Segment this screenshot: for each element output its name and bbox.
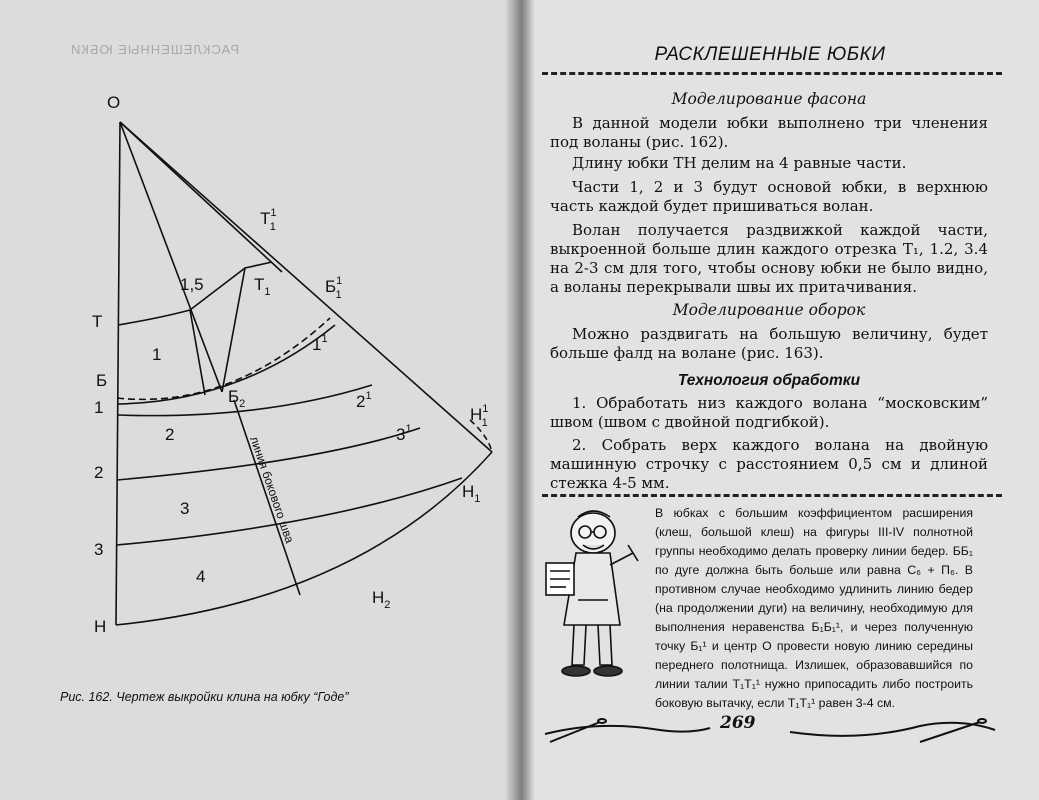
note-rule <box>542 494 1002 497</box>
point-h: Н <box>94 617 107 636</box>
point-2-prime: $2^1$ <box>356 390 372 411</box>
point-t1: $Т_1$ <box>254 275 271 298</box>
paragraph-2: Длину юбки ТН делим на 4 равные части. <box>572 154 907 172</box>
footer-ornament <box>540 712 1000 752</box>
page-number: 269 <box>720 713 756 733</box>
region-2: 2 <box>165 425 175 444</box>
point-1-5: 1,5 <box>180 275 204 294</box>
section-heading: Технология обработки <box>677 372 861 389</box>
figure-caption: Рис. 162. Чертеж выкройки клина на юбку “Годе” <box>60 690 349 704</box>
point-h1-prime: $Н^1$ 1 <box>470 403 488 429</box>
point-h2: $Н_2$ <box>372 588 391 611</box>
point-t1-prime: $Т^1$ 1 <box>260 207 276 233</box>
right-page <box>520 0 1039 800</box>
paragraph-6: 1. Обработать низ каждого волана “московским” швом (швом с двойной подгибкой). <box>550 394 988 431</box>
region-1: 1 <box>152 345 162 364</box>
subheading-oborok: Моделирование оборок <box>672 301 866 319</box>
point-h1: $Н_1$ <box>462 482 481 505</box>
region-4: 4 <box>196 567 206 586</box>
point-1-prime: $1^1$ <box>312 333 328 354</box>
point-3-prime: $3^1$ <box>396 423 412 444</box>
point-t: Т <box>92 312 103 331</box>
point-2: 2 <box>94 463 104 482</box>
paragraph-5: Можно раздвигать на большую величину, будет больше фалд на волане (рис. 163). <box>550 325 988 362</box>
point-b: Б <box>96 371 108 390</box>
book-gutter <box>505 0 535 800</box>
ghost-header: РАСКЛЕШЕННЫЕ ЮБКИ <box>70 42 240 57</box>
point-o: О <box>107 93 121 112</box>
region-3: 3 <box>180 499 190 518</box>
subheading-fason: Моделирование фасона <box>671 90 867 108</box>
side-seam-label: линия бокового шва <box>247 434 297 545</box>
header-rule <box>542 72 1002 75</box>
point-b1-prime: $Б^1$ 1 <box>325 275 342 301</box>
professor-illustration <box>538 505 648 695</box>
point-3: 3 <box>94 540 104 559</box>
paragraph-1: В данной модели юбки выполнено три членения под воланы (рис. 162). <box>550 114 988 151</box>
paragraph-7: 2. Собрать верх каждого волана на двойную машинную строчку с расстоянием 0,5 см и длиной стежка 4-5 мм. <box>550 436 988 492</box>
page-header: РАСКЛЕШЕННЫЕ ЮБКИ <box>654 44 886 65</box>
point-b2: $Б_2$ <box>228 387 246 410</box>
note-text: В юбках с большим коэффициентом расширения (клеш, большой клеш) на фигуры III-IV полнотной группы необходимо делать проверку линии бедер. ББ₁ по дуге должна быть больше или равна С₆ + П₆. В противном случае необходимо удлинить линию бедер (на продолжении дуги) на величину, необходимую для выполнения неравенства Б₁Б₁¹, и через полученную точку Б₁¹ и центр О провести новую линию середины переднего полотнища. Излишек, образовавшийся по линии талии Т₁Т₁¹ нужно припосадить либо построить боковую вытачку, если Т₁Т₁¹ равен 3-4 см. <box>655 506 973 710</box>
point-1: 1 <box>94 398 104 417</box>
paragraph-4: Волан получается раздвижкой каждой части, выкроенной больше длин каждого отрезка Т₁, 1.2, 3.4 на 2-3 см для того, чтобы основу юбки не было видно, а воланы перекрывали швы их притачивания. <box>550 221 988 296</box>
paragraph-3: Части 1, 2 и 3 будут основой юбки, в верхнюю часть каждой будет пришиваться волан. <box>550 178 988 215</box>
